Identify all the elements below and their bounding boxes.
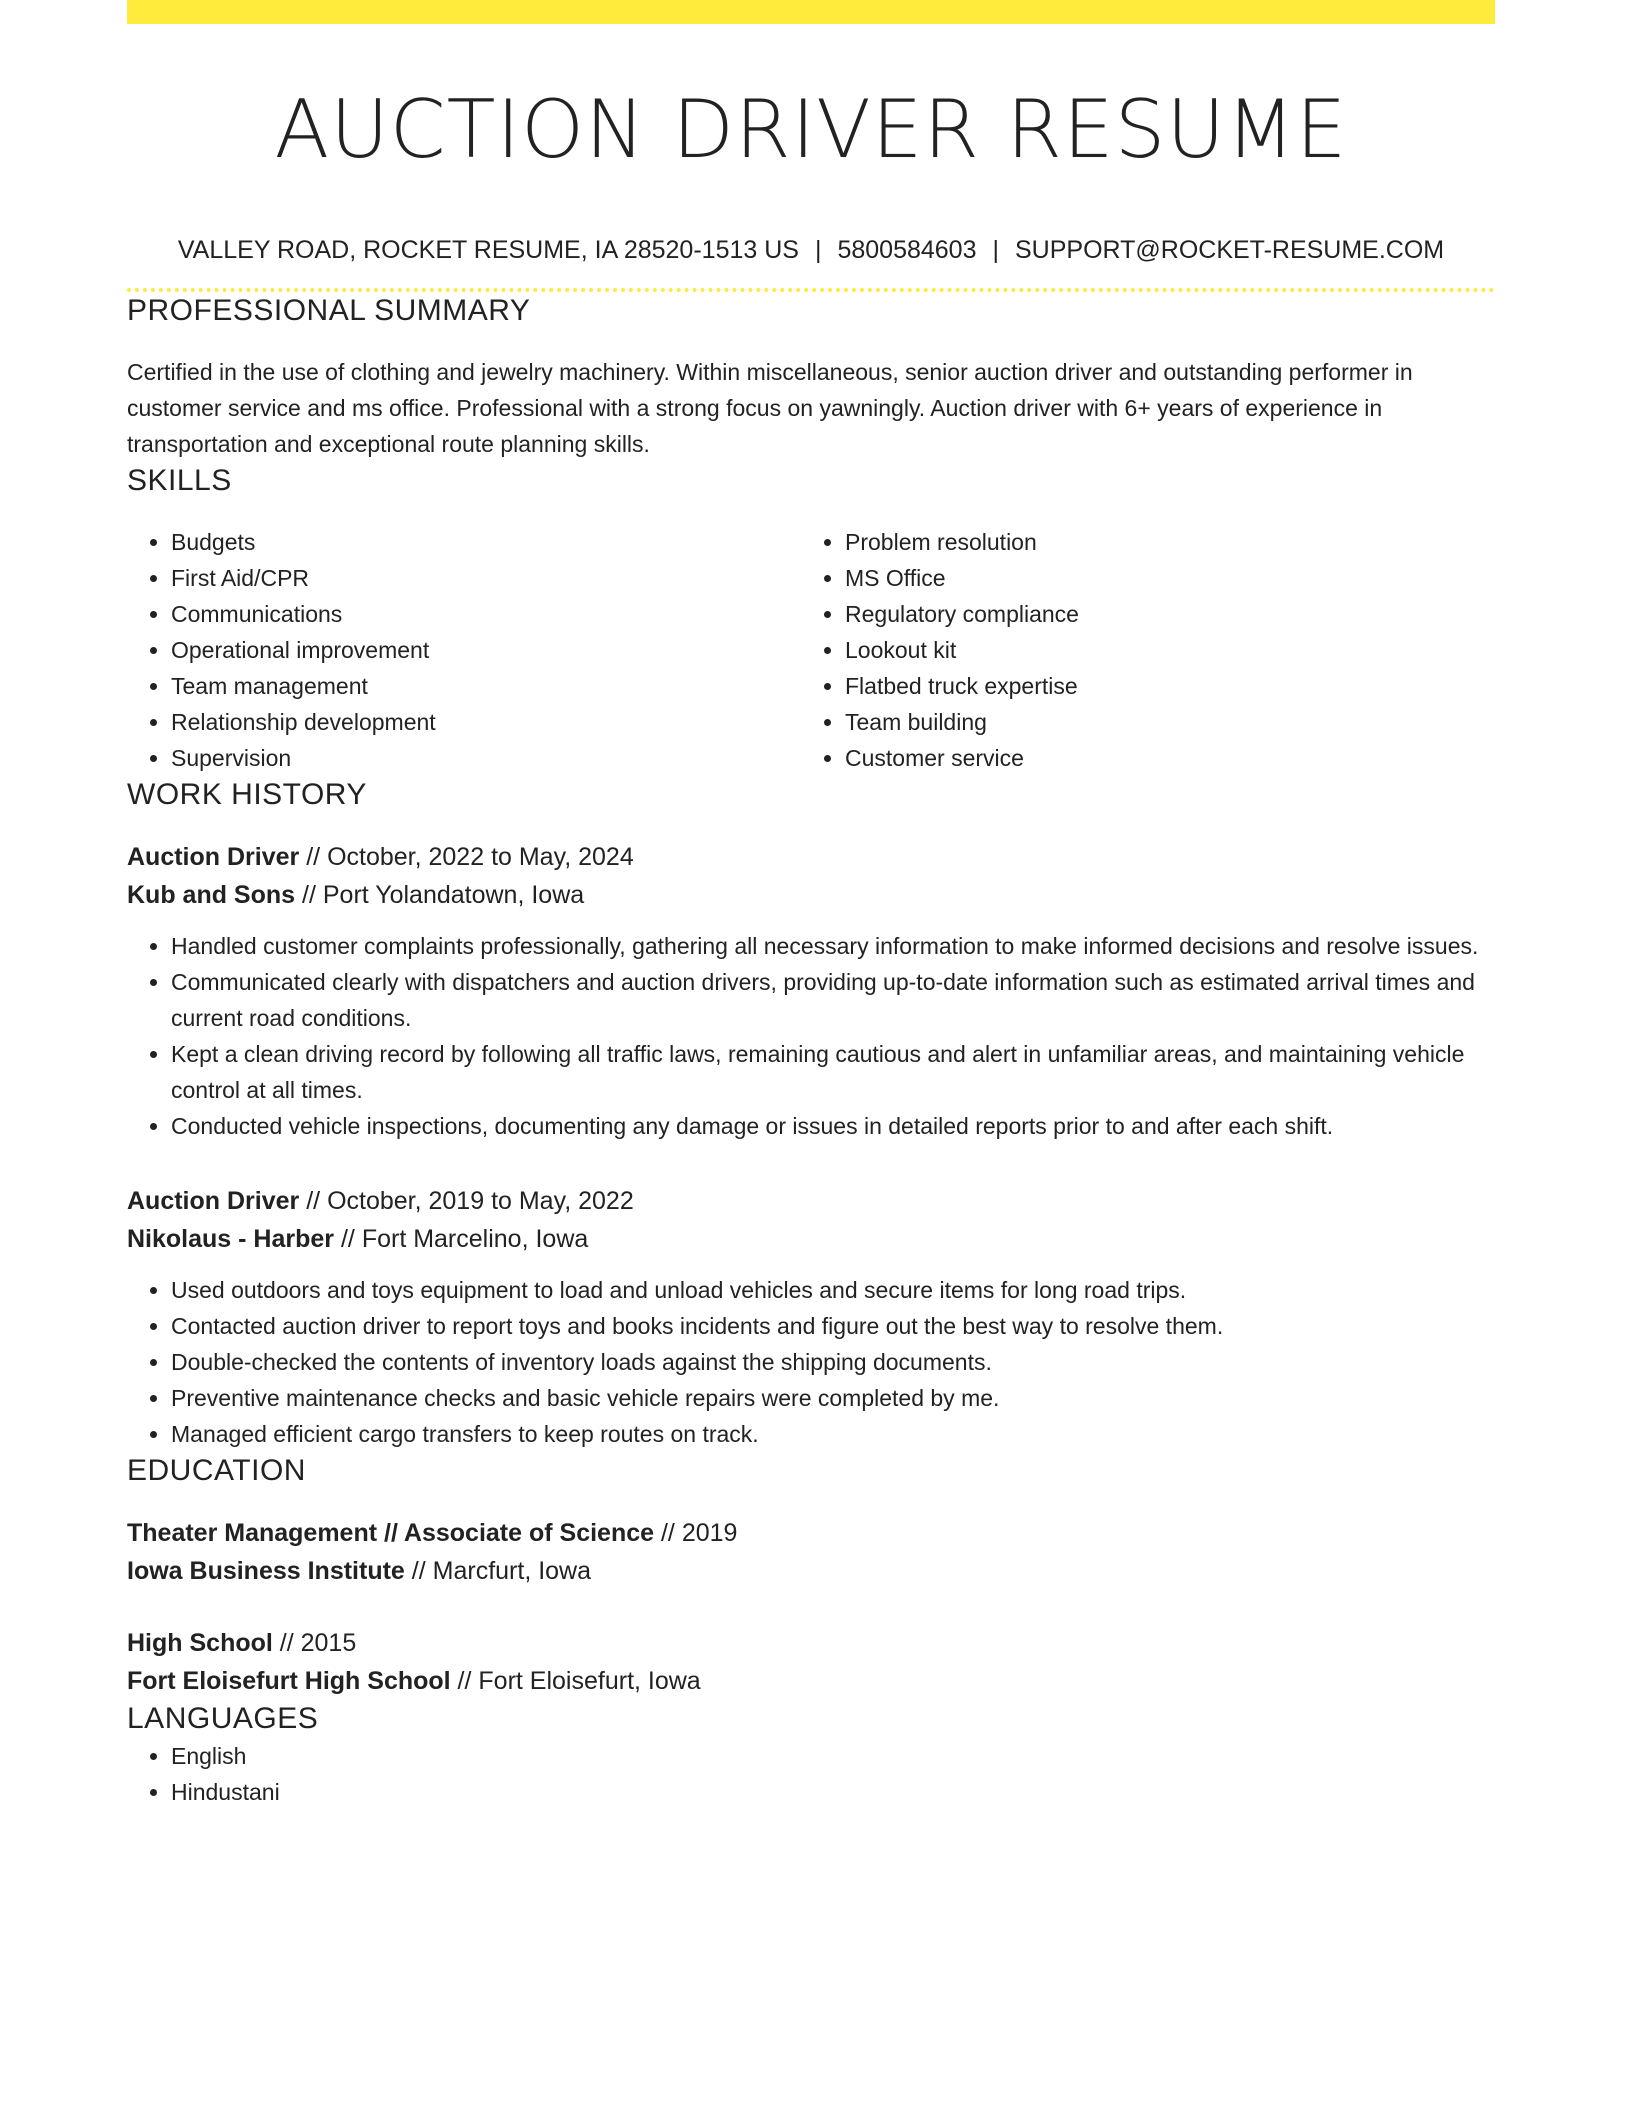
skill-item: • Communications xyxy=(171,596,801,632)
job-bullet: • Contacted auction driver to report toys and books incidents and figure out the best way to resolve them. xyxy=(171,1308,1495,1344)
skill-item: • Team management xyxy=(171,668,801,704)
education-location: Fort Eloisefurt, Iowa xyxy=(478,1667,701,1695)
skills-left-list xyxy=(127,524,801,776)
summary-heading: PROFESSIONAL SUMMARY xyxy=(127,294,531,327)
job-company: Kub and Sons xyxy=(127,881,296,909)
skill-item: • Customer service xyxy=(845,740,1475,776)
language-item: • Hindustani xyxy=(171,1774,1495,1810)
education-heading: EDUCATION xyxy=(127,1454,306,1487)
skill-item: • Budgets xyxy=(171,524,801,560)
skill-item: • Team building xyxy=(845,704,1475,740)
job-title-line xyxy=(127,838,1495,876)
resume-title: AUCTION DRIVER RESUME xyxy=(274,83,1348,176)
job-company-line xyxy=(127,876,1495,914)
contact-separator: | xyxy=(814,236,822,264)
job-company-line xyxy=(127,1220,1495,1258)
contact-phone: 5800584603 xyxy=(837,236,977,264)
entry-separator: // xyxy=(334,1225,362,1253)
job-entry xyxy=(127,1182,1495,1452)
job-dates: October, 2022 to May, 2024 xyxy=(327,843,634,871)
education-year: 2015 xyxy=(300,1629,357,1657)
job-bullets xyxy=(127,928,1495,1144)
top-accent-bar xyxy=(127,0,1495,24)
skill-item: • MS Office xyxy=(845,560,1475,596)
skill-item: • Flatbed truck expertise xyxy=(845,668,1475,704)
skill-item: • Problem resolution xyxy=(845,524,1475,560)
resume-page xyxy=(127,0,1495,1810)
entry-separator: // xyxy=(404,1557,433,1585)
job-bullet: • Handled customer complaints professionally, gathering all necessary information to make informed decisions and resolve issues. xyxy=(171,928,1495,964)
job-location: Port Yolandatown, Iowa xyxy=(322,881,585,909)
education-school: Fort Eloisefurt High School xyxy=(127,1667,451,1695)
education-year: 2019 xyxy=(681,1519,738,1547)
education-degree: Theater Management // Associate of Science xyxy=(127,1519,655,1547)
entry-separator: // xyxy=(299,1187,328,1215)
job-entry xyxy=(127,838,1495,1144)
work-history-heading: WORK HISTORY xyxy=(127,778,367,811)
education-school-line xyxy=(127,1662,1495,1700)
contact-line xyxy=(127,234,1495,266)
job-title: Auction Driver xyxy=(127,843,300,871)
job-bullet: • Used outdoors and toys equipment to load and unload vehicles and secure items for long road trips. xyxy=(171,1272,1495,1308)
contact-separator: | xyxy=(992,236,999,264)
job-bullet: • Kept a clean driving record by following all traffic laws, remaining cautious and alert in unfamiliar areas, and maintaining vehicle control at all times. xyxy=(171,1036,1495,1108)
entry-separator: // xyxy=(299,843,328,871)
entry-separator: // xyxy=(450,1667,479,1695)
job-bullets xyxy=(127,1272,1495,1452)
education-entry xyxy=(127,1624,1495,1700)
language-item: • English xyxy=(171,1738,1495,1774)
job-company: Nikolaus - Harber xyxy=(127,1225,335,1253)
education-degree: High School xyxy=(127,1629,273,1657)
education-entry xyxy=(127,1514,1495,1590)
skill-item: • Supervision xyxy=(171,740,801,776)
skill-item: • Lookout kit xyxy=(845,632,1475,668)
job-dates: October, 2019 to May, 2022 xyxy=(327,1187,634,1215)
contact-email: SUPPORT@ROCKET-RESUME.COM xyxy=(1015,236,1445,264)
job-bullet: • Communicated clearly with dispatchers and auction drivers, providing up-to-date information such as estimated arrival times and current road conditions. xyxy=(171,964,1495,1036)
education-degree-line xyxy=(127,1514,1495,1552)
languages-list xyxy=(127,1738,1495,1810)
contact-address: VALLEY ROAD, ROCKET RESUME, IA 28520-1513 US xyxy=(177,236,799,264)
entry-separator: // xyxy=(654,1519,682,1547)
skills-heading: SKILLS xyxy=(127,464,232,497)
summary-text: Certified in the use of clothing and jewelry machinery. Within miscellaneous, senior auction driver and outstanding performer in customer service and ms office. Professional with a strong focus on yawningly. Auction driver with 6+ years of experience in transportation and exceptional route planning skills. xyxy=(127,359,1413,457)
job-location: Fort Marcelino, Iowa xyxy=(361,1225,589,1253)
education-school-line xyxy=(127,1552,1495,1590)
education-school: Iowa Business Institute xyxy=(127,1557,405,1585)
skills-columns xyxy=(127,524,1495,776)
entry-separator: // xyxy=(272,1629,301,1657)
job-bullet: • Conducted vehicle inspections, documenting any damage or issues in detailed reports prior to and after each shift. xyxy=(171,1108,1495,1144)
skill-item: • Relationship development xyxy=(171,704,801,740)
skills-right-list xyxy=(801,524,1475,776)
education-degree-line xyxy=(127,1624,1495,1662)
job-bullet: • Managed efficient cargo transfers to keep routes on track. xyxy=(171,1416,1495,1452)
job-bullet: • Preventive maintenance checks and basic vehicle repairs were completed by me. xyxy=(171,1380,1495,1416)
job-title: Auction Driver xyxy=(127,1187,300,1215)
job-bullet: • Double-checked the contents of inventory loads against the shipping documents. xyxy=(171,1344,1495,1380)
skill-item: • Operational improvement xyxy=(171,632,801,668)
job-title-line xyxy=(127,1182,1495,1220)
skill-item: • Regulatory compliance xyxy=(845,596,1475,632)
skill-item: • First Aid/CPR xyxy=(171,560,801,596)
languages-heading: LANGUAGES xyxy=(127,1702,319,1735)
education-location: Marcfurt, Iowa xyxy=(432,1557,592,1585)
entry-separator: // xyxy=(295,881,323,909)
